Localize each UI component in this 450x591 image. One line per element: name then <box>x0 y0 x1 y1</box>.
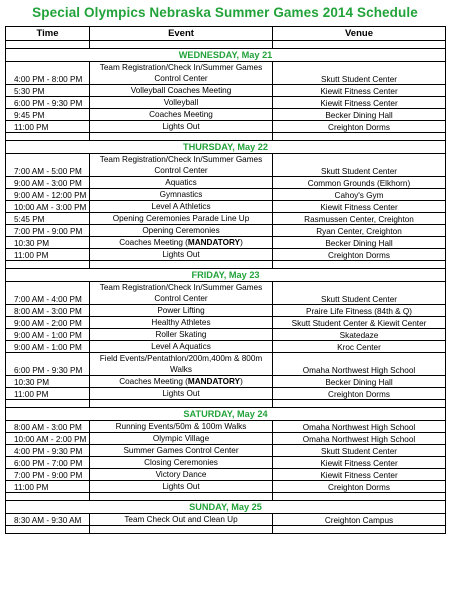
venue-cell: Kroc Center <box>273 341 446 353</box>
venue-cell: Becker Dining Hall <box>273 109 446 121</box>
spacer-row <box>6 41 446 49</box>
schedule-row <box>6 481 446 493</box>
venue-cell: Kiewit Fitness Center <box>273 97 446 109</box>
event-cell: Healthy Athletes <box>90 317 273 329</box>
event-cell: Volleyball Coaches Meeting <box>90 85 273 97</box>
schedule-table <box>5 26 446 534</box>
time-cell: 5:30 PM <box>6 85 90 97</box>
schedule-row <box>6 282 446 305</box>
spacer-cell <box>273 493 446 501</box>
time-cell: 6:00 PM - 9:30 PM <box>6 97 90 109</box>
event-cell: Team Check Out and Clean Up <box>90 514 273 526</box>
time-cell: 11:00 PM <box>6 121 90 133</box>
time-column-header: Time <box>6 27 90 41</box>
day-heading-row <box>6 501 446 514</box>
event-cell: Aquatics <box>90 177 273 189</box>
time-cell: 9:00 AM - 1:00 PM <box>6 341 90 353</box>
spacer-cell <box>273 41 446 49</box>
venue-cell: Creighton Dorms <box>273 481 446 493</box>
time-cell: 11:00 PM <box>6 481 90 493</box>
schedule-row <box>6 353 446 376</box>
time-cell: 6:00 PM - 9:30 PM <box>6 353 90 376</box>
event-text: Coaches Meeting ( <box>119 238 188 247</box>
spacer-row <box>6 526 446 534</box>
event-cell: Running Events/50m & 100m Walks <box>90 421 273 433</box>
venue-cell: Creighton Campus <box>273 514 446 526</box>
spacer-cell <box>90 400 273 408</box>
schedule-row <box>6 97 446 109</box>
day-heading-row <box>6 408 446 421</box>
venue-cell: Common Grounds (Elkhorn) <box>273 177 446 189</box>
venue-cell: Skutt Student Center <box>273 445 446 457</box>
event-cell: Opening Ceremonies <box>90 225 273 237</box>
event-cell: Power Lifting <box>90 305 273 317</box>
spacer-row <box>6 493 446 501</box>
venue-cell: Praire Life Fitness (84th & Q) <box>273 305 446 317</box>
venue-cell: Rasmussen Center, Creighton <box>273 213 446 225</box>
event-cell: Victory Dance <box>90 469 273 481</box>
event-text-suffix: ) <box>240 238 243 247</box>
schedule-body <box>6 41 446 534</box>
time-cell: 10:00 AM - 2:00 PM <box>6 433 90 445</box>
time-cell: 4:00 PM - 9:30 PM <box>6 445 90 457</box>
time-cell: 7:00 AM - 4:00 PM <box>6 282 90 305</box>
mandatory-label: MANDATORY <box>187 377 241 386</box>
schedule-row <box>6 213 446 225</box>
schedule-row <box>6 388 446 400</box>
venue-cell: Omaha Northwest High School <box>273 433 446 445</box>
venue-cell: Becker Dining Hall <box>273 237 446 249</box>
event-cell: Team Registration/Check In/Summer Games Control Center <box>90 62 273 85</box>
schedule-row <box>6 421 446 433</box>
time-cell: 9:45 PM <box>6 109 90 121</box>
venue-cell: Kiewit Fitness Center <box>273 201 446 213</box>
day-heading: THURSDAY, May 22 <box>6 141 446 154</box>
schedule-row <box>6 121 446 133</box>
spacer-cell <box>90 133 273 141</box>
spacer-row <box>6 261 446 269</box>
spacer-cell <box>6 493 90 501</box>
day-heading: WEDNESDAY, May 21 <box>6 49 446 62</box>
spacer-row <box>6 133 446 141</box>
schedule-row <box>6 62 446 85</box>
time-cell: 7:00 PM - 9:00 PM <box>6 469 90 481</box>
venue-cell: Kiewit Fitness Center <box>273 85 446 97</box>
venue-cell: Skutt Student Center <box>273 282 446 305</box>
spacer-cell <box>273 133 446 141</box>
schedule-row <box>6 341 446 353</box>
event-text-suffix: ) <box>240 377 243 386</box>
schedule-row <box>6 249 446 261</box>
schedule-row <box>6 329 446 341</box>
time-cell: 5:45 PM <box>6 213 90 225</box>
event-cell: Volleyball <box>90 97 273 109</box>
event-cell: Level A Athletics <box>90 201 273 213</box>
time-cell: 11:00 PM <box>6 249 90 261</box>
day-heading: FRIDAY, May 23 <box>6 269 446 282</box>
event-cell: Opening Ceremonies Parade Line Up <box>90 213 273 225</box>
event-cell: Lights Out <box>90 249 273 261</box>
spacer-cell <box>273 400 446 408</box>
venue-cell: Ryan Center, Creighton <box>273 225 446 237</box>
event-cell: Field Events/Pentathlon/200m,400m & 800m Walks <box>90 353 273 376</box>
event-cell: Closing Ceremonies <box>90 457 273 469</box>
time-cell: 7:00 AM - 5:00 PM <box>6 154 90 177</box>
event-cell: Coaches Meeting <box>90 109 273 121</box>
spacer-cell <box>90 526 273 534</box>
event-cell <box>90 237 273 249</box>
event-cell: Team Registration/Check In/Summer Games Control Center <box>90 154 273 177</box>
venue-column-header: Venue <box>273 27 446 41</box>
spacer-cell <box>6 526 90 534</box>
event-cell: Roller Skating <box>90 329 273 341</box>
venue-cell: Skatedaze <box>273 329 446 341</box>
schedule-row <box>6 109 446 121</box>
time-cell: 8:00 AM - 3:00 PM <box>6 305 90 317</box>
spacer-row <box>6 400 446 408</box>
event-column-header: Event <box>90 27 273 41</box>
event-cell: Level A Aquatics <box>90 341 273 353</box>
event-cell: Lights Out <box>90 388 273 400</box>
day-heading: SATURDAY, May 24 <box>6 408 446 421</box>
schedule-row <box>6 225 446 237</box>
venue-cell: Creighton Dorms <box>273 121 446 133</box>
schedule-row <box>6 305 446 317</box>
spacer-cell <box>6 133 90 141</box>
venue-cell: Skutt Student Center & Kiewit Center <box>273 317 446 329</box>
venue-cell: Omaha Northwest High School <box>273 421 446 433</box>
schedule-row <box>6 376 446 388</box>
event-cell: Team Registration/Check In/Summer Games Control Center <box>90 282 273 305</box>
time-cell: 11:00 PM <box>6 388 90 400</box>
day-heading-row <box>6 141 446 154</box>
venue-cell: Skutt Student Center <box>273 62 446 85</box>
day-heading-row <box>6 49 446 62</box>
time-cell: 8:30 AM - 9:30 AM <box>6 514 90 526</box>
schedule-row <box>6 237 446 249</box>
schedule-row <box>6 433 446 445</box>
venue-cell: Creighton Dorms <box>273 249 446 261</box>
event-cell: Lights Out <box>90 121 273 133</box>
time-cell: 9:00 AM - 3:00 PM <box>6 177 90 189</box>
day-heading: SUNDAY, May 25 <box>6 501 446 514</box>
schedule-row <box>6 154 446 177</box>
time-cell: 9:00 AM - 1:00 PM <box>6 329 90 341</box>
venue-cell: Cahoy's Gym <box>273 189 446 201</box>
spacer-cell <box>90 261 273 269</box>
header-row <box>6 27 446 41</box>
schedule-row <box>6 469 446 481</box>
venue-cell: Becker Dining Hall <box>273 376 446 388</box>
event-text: Coaches Meeting ( <box>119 377 188 386</box>
spacer-cell <box>6 261 90 269</box>
spacer-cell <box>273 526 446 534</box>
day-heading-row <box>6 269 446 282</box>
schedule-row <box>6 514 446 526</box>
spacer-cell <box>90 41 273 49</box>
venue-cell: Kiewit Fitness Center <box>273 469 446 481</box>
venue-cell: Kiewit Fitness Center <box>273 457 446 469</box>
page-title: Special Olympics Nebraska Summer Games 2014 Schedule <box>32 5 418 20</box>
time-cell: 9:00 AM - 2:00 PM <box>6 317 90 329</box>
event-cell: Lights Out <box>90 481 273 493</box>
time-cell: 9:00 AM - 12:00 PM <box>6 189 90 201</box>
schedule-row <box>6 189 446 201</box>
venue-cell: Creighton Dorms <box>273 388 446 400</box>
venue-cell: Skutt Student Center <box>273 154 446 177</box>
event-cell <box>90 376 273 388</box>
time-cell: 6:00 PM - 7:00 PM <box>6 457 90 469</box>
time-cell: 7:00 PM - 9:00 PM <box>6 225 90 237</box>
spacer-cell <box>6 41 90 49</box>
schedule-row <box>6 445 446 457</box>
time-cell: 10:30 PM <box>6 376 90 388</box>
time-cell: 8:00 AM - 3:00 PM <box>6 421 90 433</box>
schedule-row <box>6 201 446 213</box>
schedule-row <box>6 85 446 97</box>
spacer-cell <box>273 261 446 269</box>
time-cell: 10:00 AM - 3:00 PM <box>6 201 90 213</box>
event-cell: Olympic Village <box>90 433 273 445</box>
schedule-row <box>6 177 446 189</box>
venue-cell: Omaha Northwest High School <box>273 353 446 376</box>
schedule-row <box>6 457 446 469</box>
event-cell: Gymnastics <box>90 189 273 201</box>
spacer-cell <box>90 493 273 501</box>
time-cell: 10:30 PM <box>6 237 90 249</box>
time-cell: 4:00 PM - 8:00 PM <box>6 62 90 85</box>
mandatory-label: MANDATORY <box>187 238 241 247</box>
event-cell: Summer Games Control Center <box>90 445 273 457</box>
spacer-cell <box>6 400 90 408</box>
schedule-row <box>6 317 446 329</box>
